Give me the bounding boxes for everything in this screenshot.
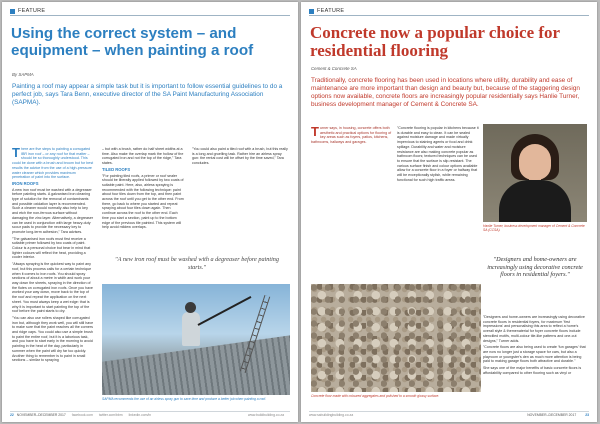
drop-cap: T (311, 126, 319, 139)
left-page (2, 2, 298, 422)
body-column-3 (483, 315, 587, 407)
photo-caption: SAPMA recommends the use of an airless spray gun to save time and produce a better job when painting a roof. (102, 397, 267, 401)
lead-paragraph: urner says, in housing, concrete offers both aesthetic and practical options for flooring of key areas such as foyers, patios, kitchens, bathrooms, hallways and garages. (311, 126, 392, 145)
spray-hose (198, 296, 252, 326)
roof-painting-photo (102, 284, 290, 395)
drop-cap: T (12, 147, 20, 160)
body-column-1 (12, 147, 94, 407)
portrait-caption: Hanlie Turner, business development manager of Cement & Concrete SA (CCSA). (483, 224, 585, 233)
article-title: Concrete now a popular choice for residential flooring (310, 23, 560, 60)
paragraph: "The galvanised iron roofs must first receive a suitable primer followed by two coats of paint. Colour is a personal choice but bear in mind that lighter colours will reflect the heat, providing a cooler interior. (12, 236, 91, 260)
paragraph: She says one of the major benefits of basic concrete floors is affordability compared to other flooring such as vinyl or (483, 366, 582, 375)
footer-link[interactable]: twitter.com/bbm (98, 413, 123, 417)
lead-paragraph: here are five steps to painting a corrugated IBR iron roof – or any roof for that matter – should be so thoroughly understood. This could be done with a brush and broom but for best results the advice from the use of a high-pressure water cleaner which provides maximum penetration of paint into the surface. (12, 147, 94, 180)
article-title: Using the correct system – and equipment – when painting a roof (11, 25, 254, 59)
byline: Cement & Concrete SA (311, 66, 357, 71)
standfirst: Traditionally, concrete flooring has been used in locations where utility, durability and ease of maintenance are more important than design and beauty but, because of the staggering design options now available, concrete floors are increasingly popular residentially says Hanlie Turner, business development manager of Cement & Concrete SA. (311, 77, 580, 108)
issue-date: NOVEMBER–DECEMBER 2017 (527, 413, 577, 417)
footer-link[interactable]: linkedin.com/in (128, 413, 152, 417)
footer-website[interactable]: www.buildbuilding.co.za (248, 413, 284, 417)
paragraph: "Designers and home-owners are increasingly using decorative concrete floors in residential foyers, for maximum 'first impressions' and personalising this area to reflect a home's overall style & themenaterial for foyer concrete floors include stencilled motifs, multi-colour tile-like patterns and one-cut designs," Turner adds. (483, 315, 585, 343)
feature-header (10, 7, 290, 16)
issue-date: NOVEMBER–DECEMBER 2017 (16, 413, 66, 417)
footer-link[interactable]: facebook.com (71, 413, 93, 417)
paragraph: "For painting tiled roofs, a primer or roof sealer should be liberally applied followed by two coats of suitable paint. Here, also, airless spraying is recommended with the following technique: paint about four tiles down from the top, and then paint across the roof until you get to the other end. From there, go back to where you started and repeat spraying about four tiles down again. Then continue across the roof to the other end. Each time you start a section, paint up to the bottom edge of the previous tile painted. This system will help avoid mildew overlaps. (102, 173, 184, 230)
paragraph: "You can also use rollers shaped like corrugated iron but, although they work well, you will still have to make sure that the paint reaches all the corners and ridge caps. You could also use a simple brush to paint the entire roof, but it is a laborious task, and you have to start early in the morning to avoid painting in the heat of the day, particularly in summer when the paint will dry far too quickly. Another thing to remember is to paint in small sections – similar to spraying (12, 315, 94, 363)
paragraph: "Concrete flooring is popular in kitchens because it is durable and easy to clean. It can be sealed against moisture damage and made virtually impervious to staining agents or food and drink spillage. Durability and water and moisture resistance are also making concrete popular as bathroom floors; textured techniques can be used to ensure that the surface is slip-resistant. The various surface finish and colour options available allow for a concrete floor in a foyer or hallway that will be exceptionally stylish, while remaining functional for such high traffic areas. (397, 126, 479, 182)
portrait-torso (499, 180, 571, 222)
subhead-tiled-roofs: TILED ROOFS (102, 166, 131, 172)
page-number: 23 (585, 413, 589, 417)
feature-square-icon (309, 9, 314, 14)
portrait-photo (483, 124, 587, 222)
feature-label: FEATURE (18, 8, 46, 14)
concrete-floor-photo (311, 284, 481, 392)
page-footer (309, 411, 589, 418)
body-column-2 (397, 126, 480, 282)
worker-head (185, 302, 196, 313)
byline: By SAPMA (12, 72, 34, 77)
subhead-iron-roofs: IRON ROOFS (12, 180, 39, 186)
paragraph: "You could also paint a tiled roof with a brush, but this really is a long and gruelling task. Rather hire an airless spray gun: the rental cost will be offset by the time saved," Tara concludes. (192, 147, 288, 166)
paragraph: "Concrete floors are also being used to create 'fun garages' that are now no longer just a storage space for cars, but also a playroom or youngster's den as much more attention is being paid to making garage floors both attractive and durable." (483, 345, 586, 364)
standfirst: Painting a roof may appear a simple task but it is important to follow essential guidelines to do a perfect job, says Tara Benn, executive director of the SA Paint Manufacturing Association (SAPMA). (12, 83, 283, 106)
floor-caption: Concrete floor made with coloured aggregates and polished to a smooth glossy surface. (311, 394, 440, 398)
portrait-face (519, 144, 551, 180)
feature-label: FEATURE (317, 8, 345, 14)
paragraph: A new iron roof must be washed with a degreaser before painting starts. A galvanised iron cleaning type of solution for the removal of contaminants and possible oxidation layer is recommended. Such a cleaner would normally also help to key and etch the non-ferrous surface without damaging the zinc layer. Alternatively, a degreaser can be used in conjunction with large heavy-duty scour pads to provide the necessary key to promote long-term adhesion," Tara advises. (12, 187, 94, 234)
pull-quote: "Designers and home-owners are increasingly using decorative concrete floors in residential foyers." (487, 256, 583, 279)
footer-website[interactable]: www.sabuildingbuilding.co.za (309, 413, 354, 417)
worker-figure (182, 312, 200, 346)
magazine-spread (2, 2, 598, 422)
feature-header (309, 7, 589, 16)
page-footer (10, 411, 290, 418)
right-page (301, 2, 597, 422)
feature-square-icon (10, 9, 15, 14)
body-column-2 (102, 147, 184, 254)
paragraph: "Always spraying is the quickest way to paint any roof, but this process calls for a certain technique when it comes to iron roofs. You should spray sections of about a metre in width and work your way down the sheets, spraying in the direction of the flutes on corrugated iron roofs. Once you have worked your way down, move back to the top of the roof and repeat the application on the next sheet. You must always keep a wet edge: that is why it is important to start painting the top of the roof before the paint starts to dry. (12, 262, 93, 314)
terrazzo-texture (311, 284, 481, 392)
page-number: 22 (10, 413, 14, 417)
pull-quote: "A new iron roof must be washed with a degreaser before painting starts." (115, 256, 279, 271)
body-column-1 (311, 126, 394, 282)
paragraph: – but with a brush, rather do half sheet widths at a time. Also make the overlap mark the hollow of the corrugated iron and not the top of the ridge," Tara states. (102, 147, 184, 166)
body-column-3 (192, 147, 288, 254)
